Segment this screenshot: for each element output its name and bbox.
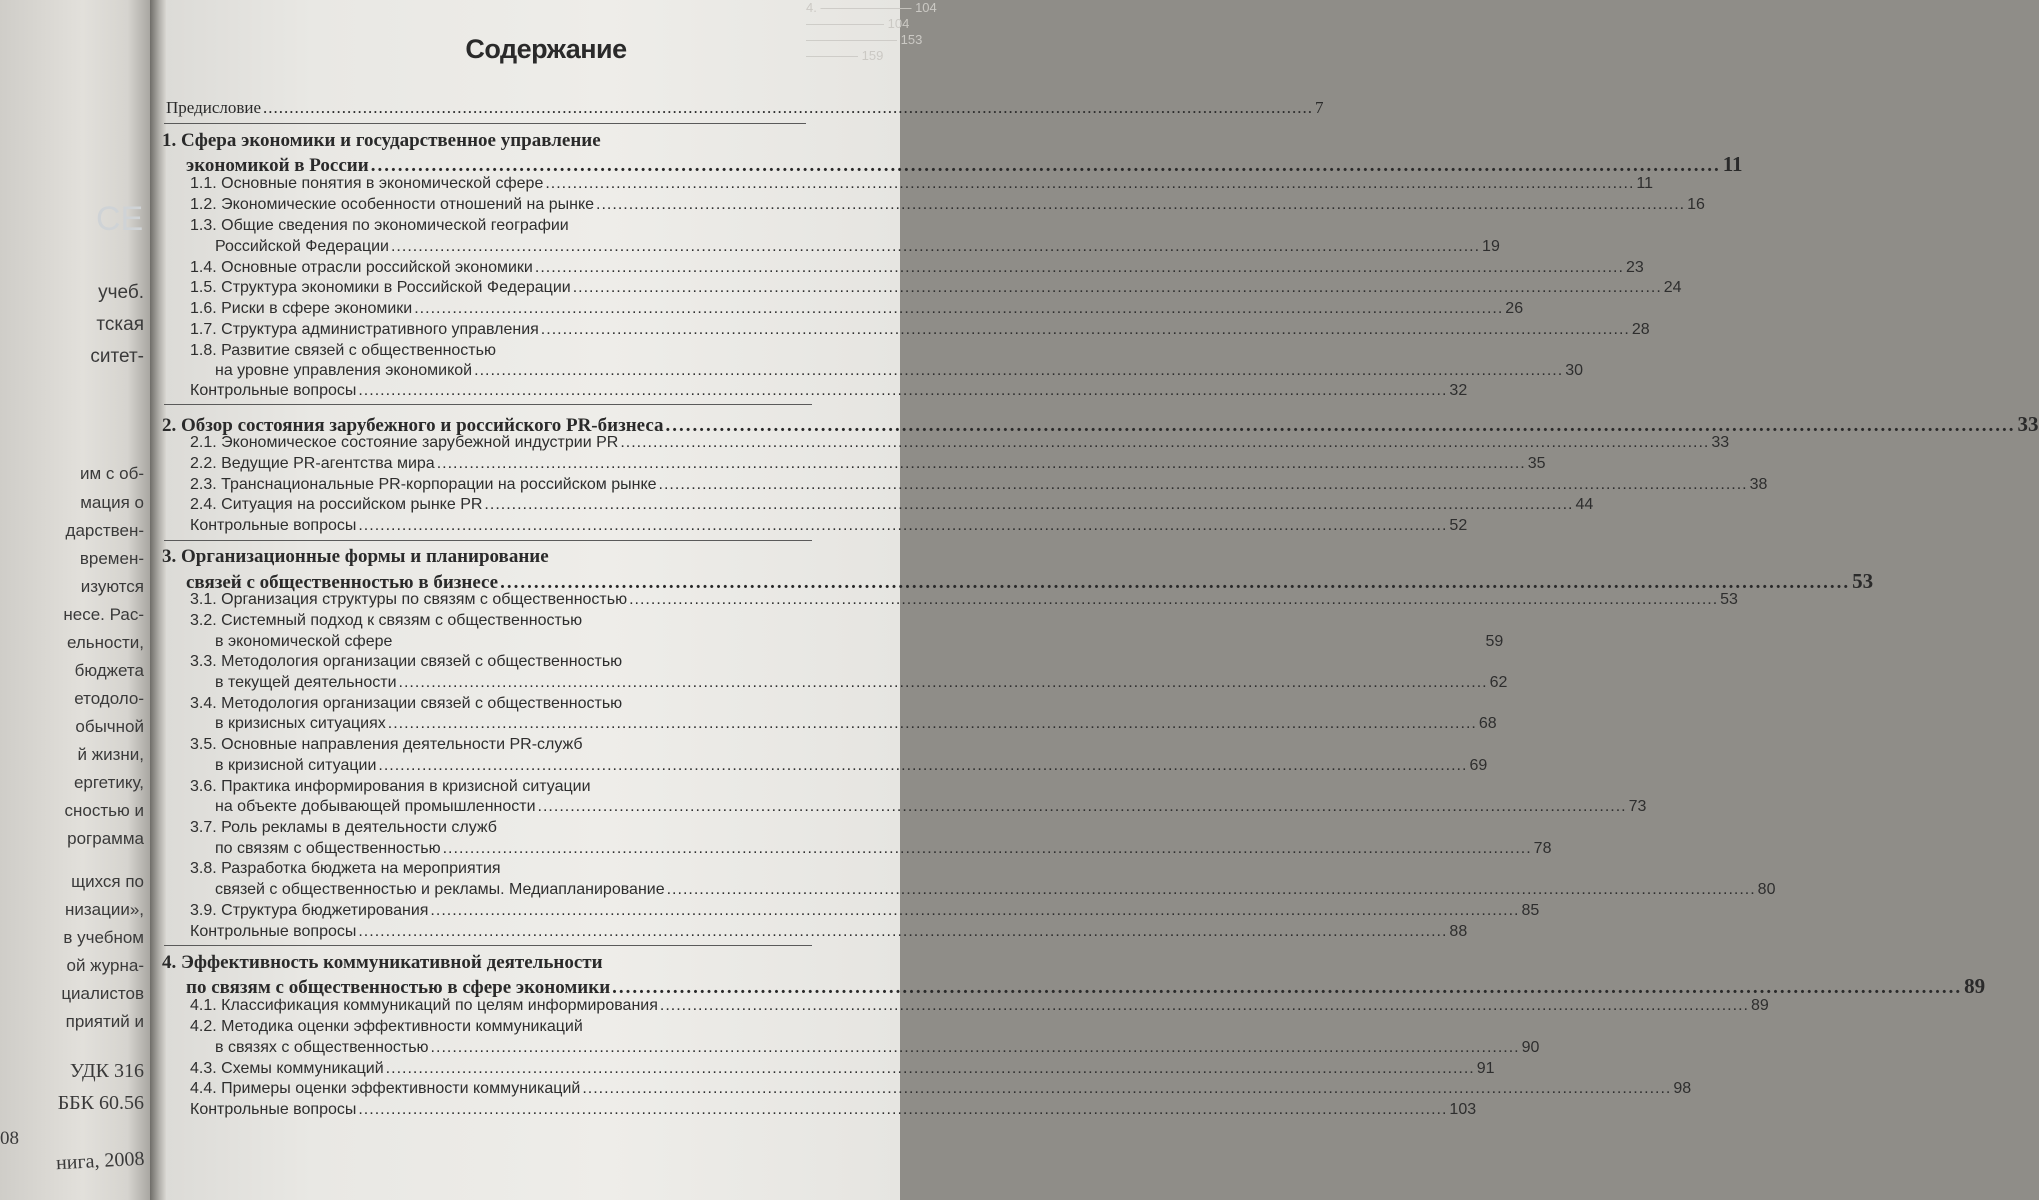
left-page-line: ситет- — [90, 346, 144, 367]
toc-entry-label: 1.2. Экономические особенности отношений на рынке — [190, 196, 595, 213]
leader-dots — [474, 362, 1563, 380]
toc-page-number: 28 — [1631, 321, 1650, 338]
toc-entry — [190, 496, 1594, 514]
toc-entry-label: в кризисных ситуациях — [215, 715, 386, 732]
leader-dots — [388, 715, 1477, 733]
book-gutter — [150, 0, 166, 1200]
leader-dots — [378, 757, 1467, 775]
publisher-year: нига, 2008 — [54, 1147, 145, 1175]
toc-entry-label: 3.9. Структура бюджетирования — [190, 902, 429, 919]
left-page-fragment — [0, 0, 150, 1200]
toc-entry-questions — [190, 1101, 1477, 1119]
toc-entry — [215, 840, 1552, 858]
toc-entry-label: 1.6. Риски в сфере экономики — [190, 300, 413, 317]
toc-page-number: 26 — [1505, 300, 1524, 317]
toc-entry — [190, 279, 1682, 297]
toc-page-number: 30 — [1565, 362, 1583, 379]
section-divider — [164, 540, 812, 541]
leader-dots — [431, 1039, 1520, 1057]
left-page-line: несе. Рас- — [63, 605, 144, 624]
left-page-line: ой журна- — [66, 956, 144, 975]
toc-entry-label: Предисловие — [166, 98, 262, 117]
toc-entry — [190, 300, 1524, 318]
toc-page-number: 103 — [1449, 1101, 1477, 1118]
toc-entry — [190, 476, 1768, 494]
toc-entry — [190, 1080, 1692, 1098]
left-page-line: мация о — [80, 493, 144, 512]
toc-page-number: 23 — [1625, 259, 1644, 276]
toc-entry-label: 1.8. Развитие связей с общественностью — [190, 342, 496, 359]
toc-entry — [190, 434, 1730, 452]
toc-page-number: 90 — [1521, 1039, 1540, 1056]
toc-entry-label: 3.4. Методология организации связей с общественностью — [190, 695, 623, 712]
toc-entry-label: 2.4. Ситуация на российском рынке PR — [190, 496, 483, 513]
left-page-line: учеб. — [98, 282, 144, 303]
leader-dots — [263, 98, 1313, 118]
left-page-line: тская — [96, 314, 144, 335]
toc-entry-label: Контрольные вопросы — [190, 517, 357, 534]
toc-entry — [215, 715, 1497, 733]
leader-dots — [484, 496, 1573, 514]
toc-entry-label: в связях с общественностью — [215, 1039, 429, 1056]
leader-dots — [535, 259, 1624, 277]
toc-entry-label: Контрольные вопросы — [190, 382, 357, 399]
toc-page-number: 11 — [1636, 175, 1654, 192]
toc-entry-label: 4.3. Схемы коммуникаций — [190, 1060, 384, 1077]
toc-entry-label: в кризисной ситуации — [215, 757, 377, 774]
left-page-line: приятий и — [65, 1012, 144, 1031]
toc-entry-label: на уровне управления экономикой — [215, 362, 473, 379]
left-page-line: сностью и — [64, 801, 144, 820]
left-page-line: им с об- — [80, 464, 144, 483]
leader-dots — [659, 476, 1748, 494]
toc-page-number: 35 — [1527, 455, 1546, 472]
left-page-line: 08 — [0, 1128, 19, 1149]
section-divider — [164, 945, 812, 946]
table-of-contents — [162, 0, 2039, 1200]
leader-dots — [612, 977, 1962, 999]
leader-dots — [667, 881, 1756, 899]
chapter-1-title: 1. Сфера экономики и государственное управление — [162, 130, 601, 151]
toc-entry-label: 4.4. Примеры оценки эффективности коммуникаций — [190, 1080, 581, 1097]
toc-entry-preface — [166, 98, 1324, 118]
toc-entry-label: 1.4. Основные отрасли российской экономики — [190, 259, 533, 276]
section-divider — [164, 123, 806, 124]
toc-page-number: 80 — [1757, 881, 1776, 898]
left-page-line: рограмма — [67, 829, 144, 848]
toc-entry — [190, 455, 1546, 473]
toc-entry-label: 1.1. Основные понятия в экономической сфере — [190, 175, 544, 192]
leader-dots — [386, 1060, 1475, 1078]
bleed-through-text: 4. ——————— 104 —————— 104 ——————— 153 ———— 159 — [806, 0, 937, 63]
toc-page-number: 62 — [1489, 674, 1508, 691]
toc-page-number: 53 — [1852, 569, 1874, 593]
leader-dots — [582, 1080, 1671, 1098]
leader-dots — [371, 155, 1721, 177]
toc-page-number: 33 — [1711, 434, 1730, 451]
leader-dots — [596, 196, 1685, 214]
toc-entry-label: 3.2. Системный подход к связям с общественностью — [190, 612, 583, 629]
toc-entry — [190, 175, 1654, 193]
toc-entry-label: в экономической сфере — [215, 633, 393, 650]
left-page-line: изуются — [80, 577, 144, 596]
left-page-line: ергетику, — [73, 773, 144, 792]
left-page-line: циалистов — [61, 984, 144, 1003]
toc-entry-label: на объекте добывающей промышленности — [215, 798, 536, 815]
toc-entry-label: 1.5. Структура экономики в Российской Федерации — [190, 279, 571, 296]
left-page-line: обычной — [75, 717, 144, 736]
leader-dots — [430, 902, 1519, 920]
left-page-line: низации», — [64, 900, 144, 919]
toc-entry — [190, 259, 1644, 277]
toc-entry — [215, 798, 1647, 816]
leader-dots — [414, 300, 1503, 318]
leader-dots — [620, 434, 1709, 452]
toc-entry — [190, 196, 1705, 214]
leader-dots — [660, 997, 1749, 1015]
toc-page-number: 89 — [1750, 997, 1769, 1014]
leader-dots — [399, 674, 1488, 692]
toc-entry-label: 4.2. Методика оценки эффективности коммуникаций — [190, 1018, 583, 1035]
toc-entry — [190, 902, 1540, 920]
toc-entry-label: 3.6. Практика информирования в кризисной ситуации — [190, 778, 591, 795]
toc-entry — [190, 997, 1769, 1015]
toc-entry — [215, 238, 1500, 256]
toc-page-number: 33 — [2017, 412, 2039, 436]
toc-entry — [215, 881, 1776, 899]
left-page-ghost-text: СЕ — [96, 200, 144, 238]
bbk-code: ББК 60.56 — [57, 1092, 144, 1114]
toc-page-number: 53 — [1720, 591, 1738, 608]
toc-page-number: 44 — [1575, 496, 1594, 513]
chapter-3-title: 3. Организационные формы и планирование — [162, 546, 549, 567]
left-page-line: й жизни, — [77, 745, 144, 764]
toc-entry-label: 1.3. Общие сведения по экономической географии — [190, 217, 569, 234]
toc-entry-label: по связям с общественностью — [215, 840, 441, 857]
toc-page-number: 32 — [1449, 382, 1468, 399]
toc-entry-chapter-4 — [186, 974, 1986, 999]
toc-entry — [190, 591, 1738, 609]
chapter-4-title-cont: по связям с общественностью в сфере экономики — [186, 977, 611, 998]
left-page-line: щихся по — [71, 872, 144, 891]
leader-dots — [545, 175, 1634, 193]
toc-page-number: 88 — [1449, 923, 1468, 940]
toc-entry — [190, 1060, 1495, 1078]
chapter-1-title-cont: экономикой в России — [186, 155, 369, 176]
toc-page-number: 11 — [1722, 152, 1743, 176]
left-page-line: етодоло- — [74, 689, 144, 708]
leader-dots — [391, 238, 1480, 256]
toc-page-number: 16 — [1687, 196, 1705, 213]
toc-page-number: 73 — [1628, 798, 1647, 815]
section-divider — [164, 404, 812, 405]
toc-page-number: 78 — [1533, 840, 1552, 857]
leader-dots — [437, 455, 1526, 473]
leader-dots — [629, 591, 1718, 609]
left-page-line: в учебном — [63, 928, 144, 947]
toc-page-number: 52 — [1449, 517, 1468, 534]
toc-page-number: 89 — [1964, 974, 1986, 998]
chapter-3-title-cont: связей с общественностью в бизнесе — [186, 572, 499, 593]
toc-page-number: 59 — [1485, 633, 1504, 650]
toc-entry-label: Контрольные вопросы — [190, 1101, 357, 1118]
toc-entry — [215, 674, 1508, 692]
toc-entry-label: 3.7. Роль рекламы в деятельности служб — [190, 819, 497, 836]
udk-code: УДК 316 — [69, 1060, 144, 1082]
toc-entry-label: 3.8. Разработка бюджета на мероприятия — [190, 860, 501, 877]
toc-entry-questions — [190, 923, 1468, 941]
leader-dots — [443, 840, 1532, 858]
toc-entry-label: 2.2. Ведущие PR-агентства мира — [190, 455, 435, 472]
toc-entry-chapter-1 — [186, 152, 1743, 177]
toc-page-number: 38 — [1749, 476, 1768, 493]
toc-page-number: 98 — [1673, 1080, 1692, 1097]
chapter-4-title: 4. Эффективность коммуникативной деятельности — [162, 952, 603, 973]
left-page-line: ельности, — [66, 633, 144, 652]
left-page-line: бюджета — [74, 661, 144, 680]
leader-dots — [573, 279, 1662, 297]
toc-entry-label: 2.3. Транснациональные PR-корпорации на российском рынке — [190, 476, 657, 493]
leader-dots — [541, 321, 1630, 339]
toc-page-number: 68 — [1478, 715, 1497, 732]
toc-entry-label: 2.1. Экономическое состояние зарубежной индустрии PR — [190, 434, 619, 451]
toc-entry-label: связей с общественностью и рекламы. Медиапланирование — [215, 881, 665, 898]
toc-entry-label: 1.7. Структура административного управления — [190, 321, 539, 338]
chapter-2-title: 2. Обзор состояния зарубежного и российского PR-бизнеса — [162, 415, 664, 436]
toc-entry-label: Российской Федерации — [215, 238, 389, 255]
toc-entry-questions — [190, 517, 1468, 535]
toc-entry-label: в текущей деятельности — [215, 674, 397, 691]
left-page-line: времен- — [79, 549, 144, 568]
leader-dots — [358, 382, 1447, 400]
toc-entry-label: 3.3. Методология организации связей с общественностью — [190, 653, 623, 670]
leader-dots — [358, 1101, 1447, 1119]
toc-entry-label: 3.1. Организация структуры по связям с общественностью — [190, 591, 628, 608]
toc-entry — [190, 321, 1650, 339]
toc-entry — [215, 362, 1583, 380]
toc-entry-label: Контрольные вопросы — [190, 923, 357, 940]
toc-entry — [215, 633, 1504, 651]
toc-page-number: 91 — [1476, 1060, 1495, 1077]
toc-entry-questions — [190, 382, 1468, 400]
toc-page-number: 7 — [1315, 98, 1324, 117]
toc-entry-label: 3.5. Основные направления деятельности PR-служб — [190, 736, 583, 753]
toc-entry — [215, 757, 1488, 775]
toc-entry — [215, 1039, 1540, 1057]
leader-dots — [358, 923, 1447, 941]
toc-entry-label: 4.1. Классификация коммуникаций по целям информирования — [190, 997, 658, 1014]
contents-page — [162, 0, 2039, 1200]
toc-page-number: 19 — [1482, 238, 1500, 255]
toc-page-number: 69 — [1469, 757, 1488, 774]
page-title: Содержание — [465, 34, 627, 64]
toc-page-number: 24 — [1663, 279, 1682, 296]
toc-page-number: 85 — [1521, 902, 1540, 919]
left-page-line: дарствен- — [65, 521, 144, 540]
leader-dots — [538, 798, 1627, 816]
leader-dots — [358, 517, 1447, 535]
